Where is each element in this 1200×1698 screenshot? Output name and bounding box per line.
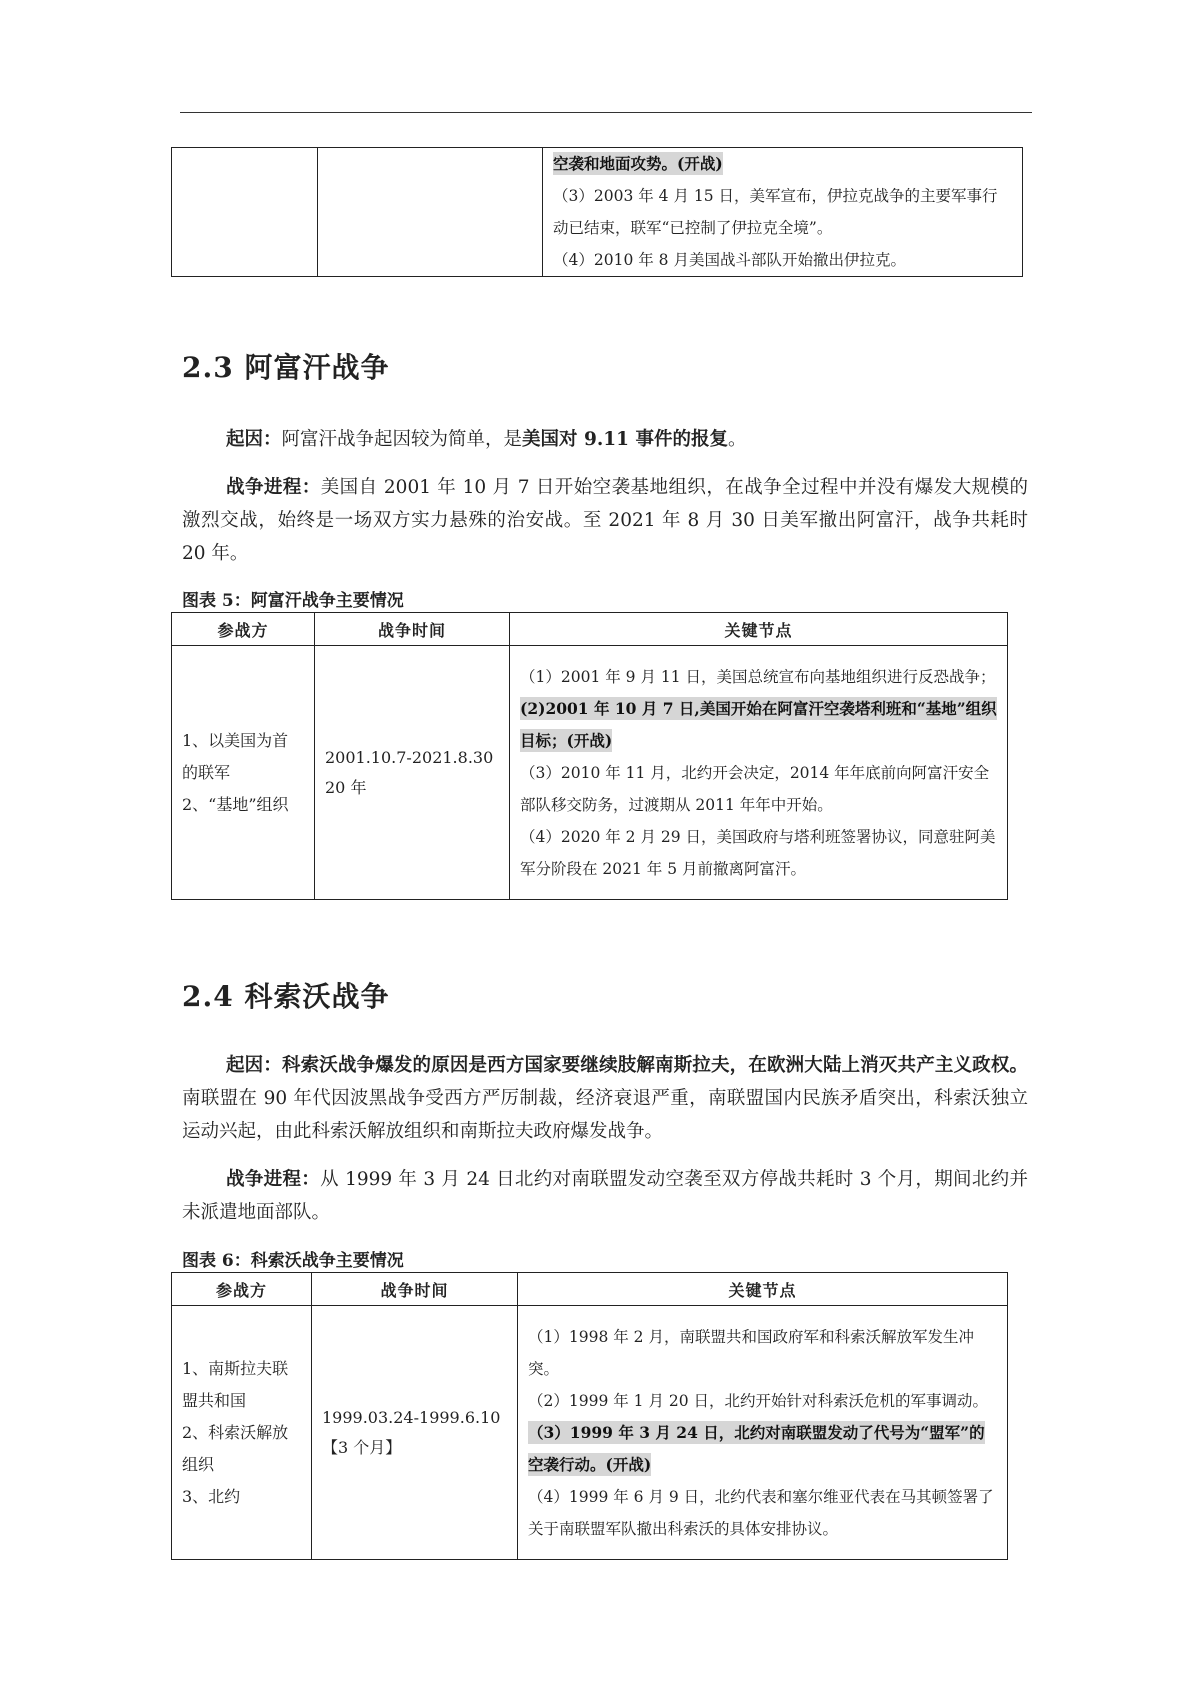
section-heading-kosovo: 2.4 科索沃战争 [182, 980, 390, 1013]
key-node: （4）2010 年 8 月美国战斗部队开始撤出伊拉克。 [553, 251, 906, 269]
kosovo-table-caption: 图表 6：科索沃战争主要情况 [182, 1251, 404, 1271]
war-period: 1999.03.24-1999.6.10 [322, 1407, 501, 1427]
continued-table [171, 147, 1023, 277]
table-cell-participants [172, 1306, 312, 1560]
key-node: （4）2020 年 2 月 29 日，美国政府与塔利班签署协议，同意驻阿美军分阶段在 2021 年 5 月前撤离阿富汗。 [520, 827, 996, 878]
war-duration: 20 年 [325, 777, 367, 797]
page-header-rule [180, 112, 1032, 113]
afghan-table-caption: 图表 5：阿富汗战争主要情况 [182, 591, 404, 611]
key-node: （2）1999 年 1 月 20 日，北约开始针对科索沃危机的军事调动。 [528, 1391, 989, 1410]
table-cell-time [312, 1306, 518, 1560]
participant: 1、以美国为首的联军 [182, 730, 289, 782]
key-node: （1）1998 年 2 月，南联盟共和国政府军和科索沃解放军发生冲突。 [528, 1327, 974, 1378]
table-header-time: 战争时间 [315, 613, 510, 646]
table-header-participants: 参战方 [172, 613, 315, 646]
continued-table-cell-empty [318, 148, 543, 277]
kosovo-table [171, 1272, 1008, 1560]
key-node: （1）2001 年 9 月 11 日，美国总统宣布向基地组织进行反恐战争； [520, 667, 996, 686]
participant: 2、“基地”组织 [182, 794, 289, 814]
table-cell-key-nodes [518, 1306, 1008, 1560]
afghan-cause-paragraph: 起因：阿富汗战争起因较为简单，是美国对 9.11 事件的报复。 [226, 429, 747, 450]
table-cell-key-nodes [510, 646, 1008, 900]
table-header-key-nodes: 关键节点 [510, 613, 1008, 646]
key-node: （3）2003 年 4 月 15 日，美军宣布，伊拉克战争的主要军事行动已结束，联军“已控制了伊拉克全境”。 [553, 187, 998, 237]
participant: 3、北约 [182, 1486, 241, 1506]
table-header-key-nodes: 关键节点 [518, 1273, 1008, 1306]
table-header-participants: 参战方 [172, 1273, 312, 1306]
war-period: 2001.10.7-2021.8.30 [325, 747, 494, 767]
key-node: （4）1999 年 6 月 9 日，北约代表和塞尔维亚代表在马其顿签署了关于南联盟军队撤出科索沃的具体安排协议。 [528, 1487, 994, 1538]
section-heading-afghan: 2.3 阿富汗战争 [182, 351, 390, 384]
key-node-highlight: (2)2001 年 10 月 7 日,美国开始在阿富汗空袭塔利班和“基地”组织目标；(开战) [520, 698, 997, 750]
war-duration: 【3 个月】 [322, 1437, 402, 1457]
afghan-table [171, 612, 1008, 900]
kosovo-process-paragraph: 战争进程：从 1999 年 3 月 24 日北约对南联盟发动空袭至双方停战共耗时 3 个月，期间北约并未派遣地面部队。 [182, 1169, 1028, 1223]
key-node: 空袭和地面攻势。(开战) [553, 154, 723, 173]
kosovo-cause-paragraph: 起因：科索沃战争爆发的原因是西方国家要继续肢解南斯拉夫，在欧洲大陆上消灭共产主义政权。南联盟在 90 年代因波黑战争受西方严厉制裁，经济衰退严重，南联盟国内民族矛盾突出，科索沃独立运动兴起，由此科索沃解放组织和南斯拉夫政府爆发战争。 [182, 1055, 1028, 1142]
participant: 1、南斯拉夫联盟共和国 [182, 1358, 289, 1410]
table-cell-participants [172, 646, 315, 900]
continued-table-cell-empty [172, 148, 318, 277]
key-node-highlight: （3）1999 年 3 月 24 日，北约对南联盟发动了代号为“盟军”的空袭行动。(开战) [528, 1422, 985, 1474]
key-node: （3）2010 年 11 月，北约开会决定，2014 年年底前向阿富汗安全部队移交防务，过渡期从 2011 年年中开始。 [520, 763, 990, 814]
table-header-time: 战争时间 [312, 1273, 518, 1306]
participant: 2、科索沃解放组织 [182, 1422, 289, 1474]
continued-table-nodes [543, 148, 1023, 277]
table-cell-time [315, 646, 510, 900]
afghan-process-paragraph: 战争进程：美国自 2001 年 10 月 7 日开始空袭基地组织，在战争全过程中并没有爆发大规模的激烈交战，始终是一场双方实力悬殊的治安战。至 2021 年 8 月 30 日美军撤出阿富汗，战争共耗时 20 年。 [182, 477, 1028, 564]
